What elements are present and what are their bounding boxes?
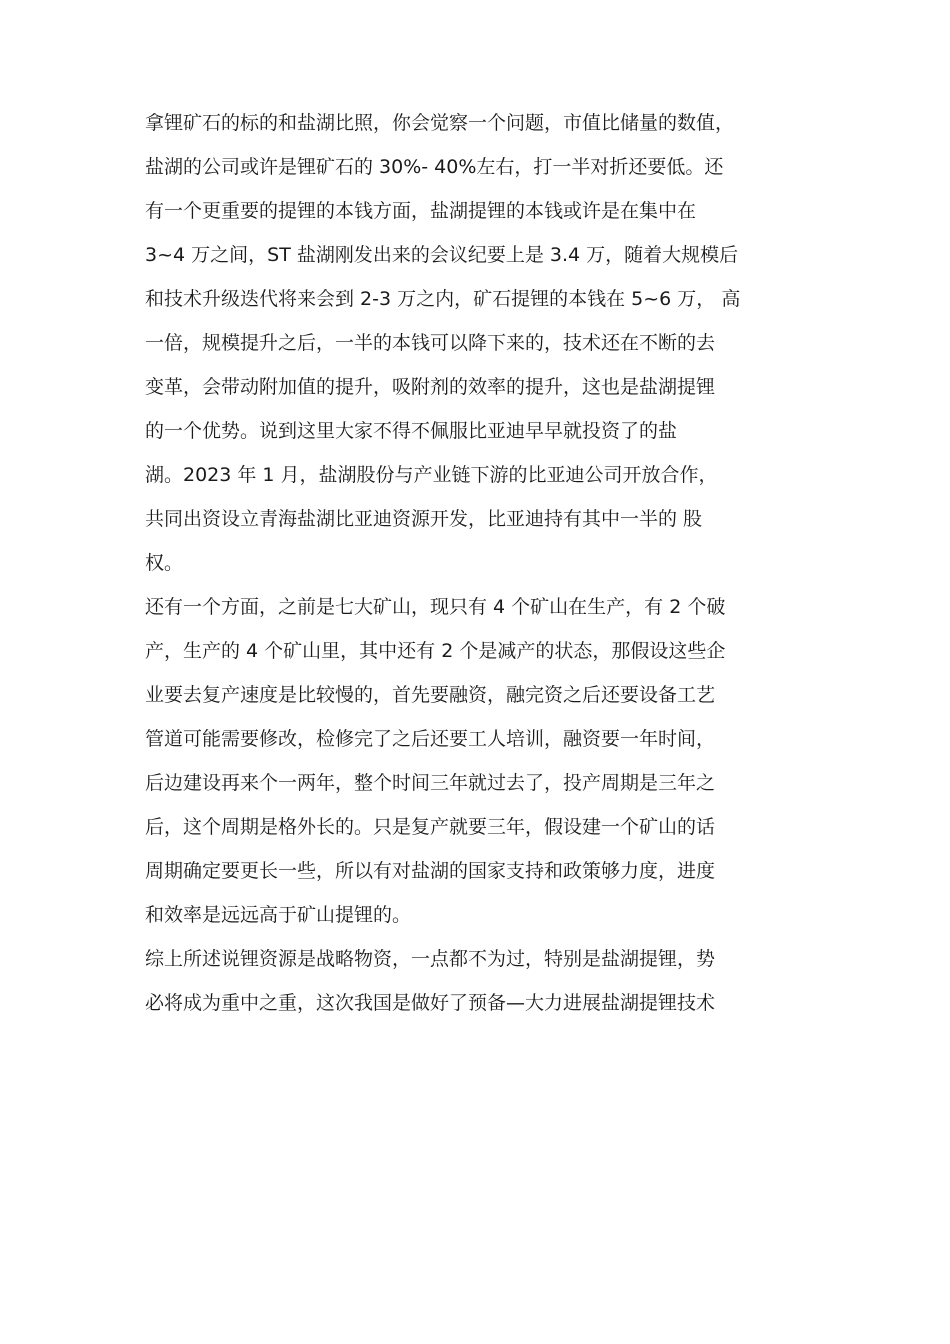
text-line: 和效率是远远高于矿山提锂的。: [145, 904, 412, 926]
text-line: 湖。2023 年 1 月，盐湖股份与产业链下游的比亚迪公司开放合作，: [145, 464, 718, 486]
text-line: 后边建设再来个一两年，整个时间三年就过去了，投产周期是三年之: [145, 772, 716, 794]
text-line: 业要去复产速度是比较慢的，首先要融资，融完资之后还要设备工艺: [145, 684, 716, 706]
paragraph-2: [145, 585, 845, 937]
document-body: [145, 101, 845, 1025]
text-line: 拿锂矿石的标的和盐湖比照，你会觉察一个问题，市值比储量的数值，: [145, 112, 735, 134]
text-line: 还有一个方面，之前是七大矿山，现只有 4 个矿山在生产，有 2 个破: [145, 596, 726, 618]
text-line: 共同出资设立青海盐湖比亚迪资源开发，比亚迪持有其中一半的 股: [145, 508, 703, 530]
text-line: 的一个优势。说到这里大家不得不佩服比亚迪早早就投资了的盐: [145, 420, 678, 442]
text-line: 后，这个周期是格外长的。只是复产就要三年，假设建一个矿山的话: [145, 816, 716, 838]
text-line: 有一个更重要的提锂的本钱方面，盐湖提锂的本钱或许是在集中在: [145, 200, 697, 222]
text-line: 产，生产的 4 个矿山里，其中还有 2 个是减产的状态，那假设这些企: [145, 640, 726, 662]
text-line: 综上所述说锂资源是战略物资，一点都不为过，特别是盐湖提锂，势: [145, 948, 716, 970]
text-line: 盐湖的公司或许是锂矿石的 30%- 40%左右，打一半对折还要低。还: [145, 156, 724, 178]
text-line: 一倍，规模提升之后，一半的本钱可以降下来的，技术还在不断的去: [145, 332, 716, 354]
text-line: 和技术升级迭代将来会到 2-3 万之内，矿石提锂的本钱在 5~6 万， 高: [145, 288, 741, 310]
text-line: 必将成为重中之重，这次我国是做好了预备—大力进展盐湖提锂技术: [145, 992, 716, 1014]
text-line: 周期确定要更长一些，所以有对盐湖的国家支持和政策够力度，进度: [145, 860, 716, 882]
text-line: 管道可能需要修改，检修完了之后还要工人培训，融资要一年时间，: [145, 728, 716, 750]
text-line: 3~4 万之间，ST 盐湖刚发出来的会议纪要上是 3.4 万，随着大规模后: [145, 244, 739, 266]
text-line: 权。: [145, 552, 184, 574]
paragraph-1: [145, 101, 845, 585]
text-line: 变革，会带动附加值的提升，吸附剂的效率的提升，这也是盐湖提锂: [145, 376, 716, 398]
paragraph-3: [145, 937, 845, 1025]
